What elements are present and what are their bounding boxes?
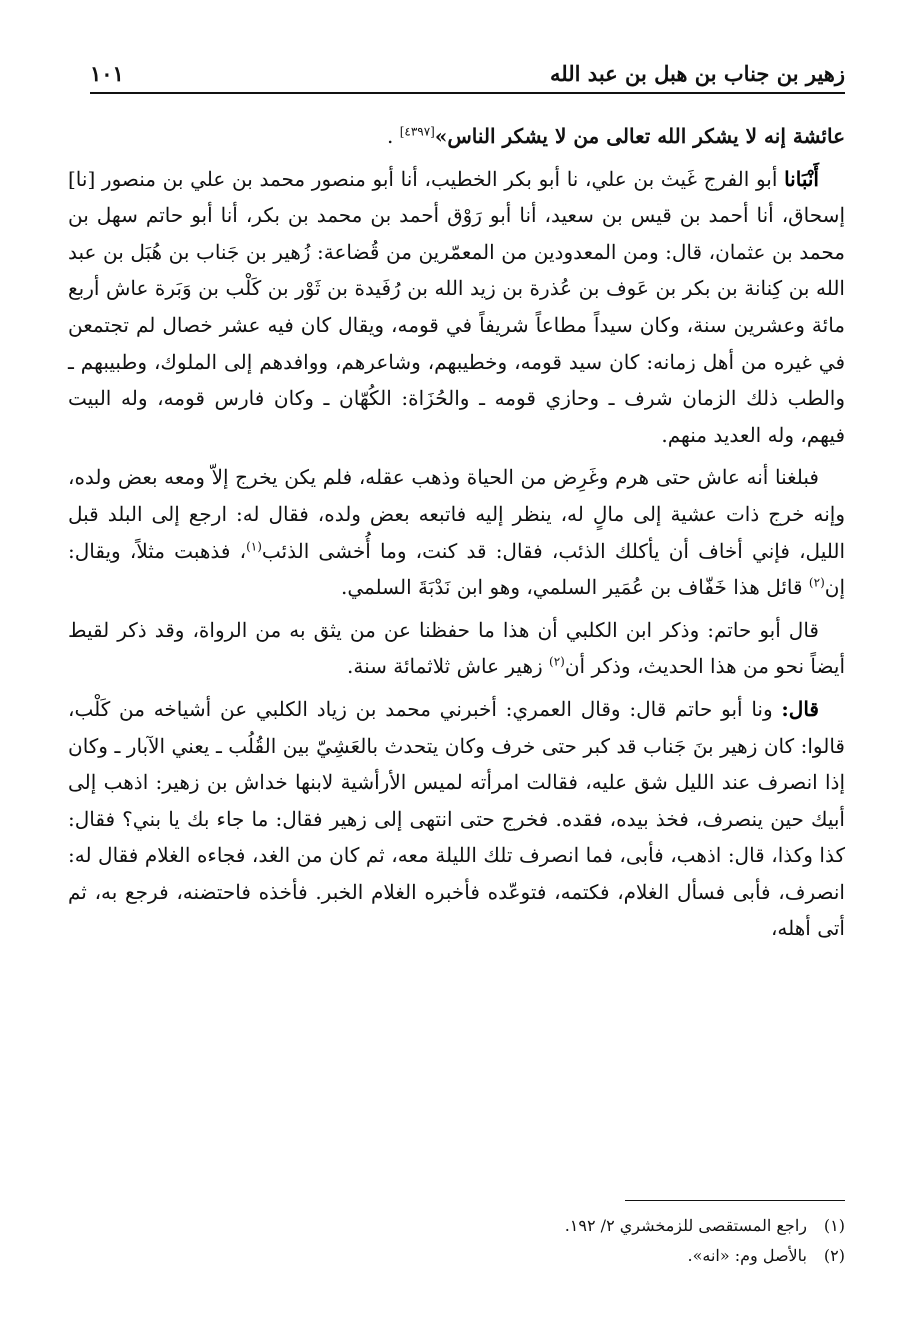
footnotes [68,1200,845,1271]
paragraph-4 [68,612,845,685]
paragraph-text: قائل هذا خَفّاف بن عُمَير السلمي، وهو ابن نَدْبَةَ السلمي. [340,575,809,600]
paragraph-text: ونا أبو حاتم قال: وقال العمري: أخبرني محمد بن زياد الكلبي عن أشياخه من كَلْب، قالوا: كان زهير بنَ جَناب قد كبر حتى خرف وكان يتحدث بالعَشِيّ بين القُلُب ـ يعني الآبار ـ وكان إذا انصرف عند الليل شق عليه، فقالت امرأته لميس الأرأشية لابنها خداش بن زهير: اذهب إلى أبيك حين ينصرف، فخذ بيده، فقده. فخرج حتى انتهى إلى زهير فقال: ما جاء بك يا بني؟ فقال: كذا وكذا، قال: اذهب، فأبى، فما انصرف تلك الليلة معه، ثم كان من الغد، فجاءه الغلام فقال له: انصرف، فأبى فسأل الغلام، فكتمه، فتوعّده فأخبره الغلام الخبر. فأخذه فاحتضنه، فرجع به، ثم أتى أهله، [68,696,846,941]
page-header [90,56,845,94]
footnote-2 [68,1241,845,1271]
footnote-text: بالأصل وم: «انه». [687,1246,807,1265]
page-number: ١٠١ [90,61,124,86]
lead-word: أَنْبَانا [784,166,819,191]
paragraph-3 [68,459,845,605]
hadith-number: [٤٣٩٧] [399,124,435,139]
paragraph-text: أبو الفرج غَيث بن علي، نا أبو بكر الخطيب، أنا أبو منصور محمد بن علي بن منصور [نا] إسحاق، أنا أحمد بن قيس بن سعيد، أنا أبو رَوْق أحمد بن محمد بن بكر، أنا أبو حاتم سهل بن محمد بن عثمان، قال: ومن المعدودين من المعمّرين من قُضاعة: زُهير بن جَناب بن هُبَل بن عبد الله بن كِنانة بن بكر بن عَوف بن عُذرة بن زيد الله بن رُفَيدة بن ثَوْر بن كَلْب بن وَبَرة عاش أربع مائة وعشرين سنة، وكان سيداً مطاعاً شريفاً في قومه، ويقال كان فيه عشر خصال لم تجتمعن في غيره من أهل زمانه: كان سيد قومه، وخطيبهم، وشاعرهم، ووافدهم إلى الملوك، وطبيبهم ـ والطب ذلك الزمان شرف ـ وحازي قومه ـ والحُزَاة: الكُهّان ـ وكان فارس قومه، وله البيت فيهم، وله العديد منهم. [68,166,845,447]
footnote-ref: (٢) [808,575,825,590]
main-text [68,118,845,953]
footnote-divider [625,1200,845,1201]
footnote-ref: (١) [246,538,262,553]
paragraph-2 [68,161,845,454]
footnote-text: راجع المستقصى للزمخشري ٢/ ١٩٢. [564,1216,807,1235]
paragraph-5 [68,691,845,947]
paragraph-text: زهير عاش ثلاثمائة سنة. [347,654,550,679]
running-title: زهير بن جناب بن هبل بن عبد الله [550,61,845,86]
hadith-ending: عائشة إنه لا يشكر الله تعالى من لا يشكر الناس» [434,124,845,148]
paragraph-text: . [386,124,400,148]
paragraph-text: فبلغنا أنه عاش حتى هرم وغَرِض من الحياة وذهب عقله، فلم يكن يخرج إلاّ ومعه بعض ولده، وإنه خرج ذات عشية إلى مالٍ له، ينظر إليه فاتبعه بعض ولده، فقال له: ارجع إلى البلد قبل الليل، فإني أخاف أن يأكلك الذئب، فقال: قد كنت، وما أُخشى الذئب [68,465,845,563]
footnote-1 [68,1211,845,1241]
paragraph-text: قال أبو حاتم: وذكر ابن الكلبي أن هذا ما حفظنا عن من يثق به من الرواة، وقد ذكر لقيط أيضاً نحو من هذا الحديث، وذكر أن [68,617,845,679]
footnote-mark: (١) [823,1216,845,1235]
lead-word: قال: [781,696,819,721]
footnote-mark: (٢) [823,1246,845,1265]
footnote-ref: (٢) [549,654,565,669]
paragraph-text: ، فذهبت مثلاً، ويقال: إن [68,538,845,600]
paragraph-1 [68,118,845,155]
